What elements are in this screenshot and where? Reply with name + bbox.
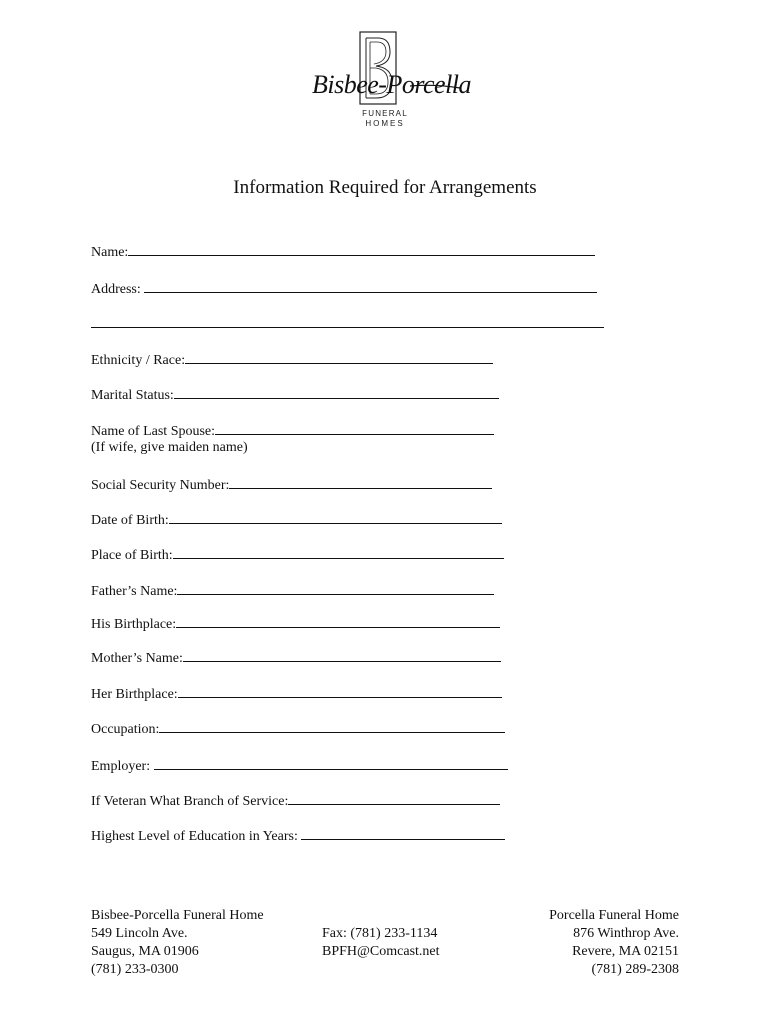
veteran-label: If Veteran What Branch of Service:	[91, 794, 289, 809]
logo-line-funeral: FUNERAL	[362, 109, 408, 118]
ethnicity-field[interactable]	[91, 350, 493, 369]
education-field[interactable]	[91, 826, 505, 845]
name-input-line[interactable]	[128, 242, 595, 256]
father-field[interactable]	[91, 581, 494, 600]
employer-input-line[interactable]	[154, 756, 508, 770]
name-label: Name:	[91, 245, 129, 260]
her-birthplace-field[interactable]	[91, 684, 502, 703]
address-second-line[interactable]	[91, 327, 604, 328]
footer-email: BPFH@Comcast.net	[322, 944, 440, 959]
her-birthplace-label: Her Birthplace:	[91, 687, 178, 702]
address-field[interactable]	[91, 279, 597, 298]
occupation-field[interactable]	[91, 719, 505, 738]
marital-status-field[interactable]	[91, 385, 499, 404]
his-birthplace-input-line[interactable]	[176, 614, 500, 628]
footer-right-phone: (781) 289-2308	[591, 962, 679, 977]
his-birthplace-label: His Birthplace:	[91, 617, 177, 632]
last-spouse-note: (If wife, give maiden name)	[91, 440, 248, 455]
address-label: Address:	[91, 282, 141, 297]
last-spouse-label: Name of Last Spouse:	[91, 424, 216, 439]
footer-porcella-address	[549, 907, 679, 979]
pob-input-line[interactable]	[173, 545, 504, 559]
ssn-label: Social Security Number:	[91, 478, 230, 493]
marital-status-label: Marital Status:	[91, 388, 174, 403]
footer-left-city: Saugus, MA 01906	[91, 944, 199, 959]
footer-right-city: Revere, MA 02151	[572, 944, 679, 959]
address-input-line[interactable]	[144, 279, 597, 293]
education-label: Highest Level of Education in Years:	[91, 829, 298, 844]
footer-right-street: 876 Winthrop Ave.	[573, 926, 679, 941]
mother-label: Mother’s Name:	[91, 651, 183, 666]
education-input-line[interactable]	[301, 826, 505, 840]
father-label: Father’s Name:	[91, 584, 178, 599]
footer-contact	[322, 925, 440, 961]
dob-field[interactable]	[91, 510, 502, 529]
company-logo	[310, 30, 472, 130]
veteran-input-line[interactable]	[288, 791, 500, 805]
dob-label: Date of Birth:	[91, 513, 169, 528]
her-birthplace-input-line[interactable]	[178, 684, 502, 698]
logo-script-name: Bisbee-Porcella	[312, 70, 472, 99]
logo-line-homes: HOMES	[365, 119, 405, 128]
footer-left-name: Bisbee-Porcella Funeral Home	[91, 908, 264, 923]
ssn-input-line[interactable]	[229, 475, 492, 489]
page-title: Information Required for Arrangements	[233, 177, 537, 198]
veteran-field[interactable]	[91, 791, 500, 810]
name-field[interactable]	[91, 242, 595, 261]
mother-field[interactable]	[91, 648, 501, 667]
ssn-field[interactable]	[91, 475, 492, 494]
pob-field[interactable]	[91, 545, 504, 564]
last-spouse-field[interactable]	[91, 421, 494, 456]
footer-fax: Fax: (781) 233-1134	[322, 926, 438, 941]
dob-input-line[interactable]	[169, 510, 502, 524]
occupation-input-line[interactable]	[159, 719, 505, 733]
footer-left-phone: (781) 233-0300	[91, 962, 179, 977]
footer-left-street: 549 Lincoln Ave.	[91, 926, 188, 941]
his-birthplace-field[interactable]	[91, 614, 500, 633]
footer-bisbee-address	[91, 907, 264, 979]
occupation-label: Occupation:	[91, 722, 160, 737]
employer-field[interactable]	[91, 756, 508, 775]
ethnicity-input-line[interactable]	[185, 350, 493, 364]
mother-input-line[interactable]	[183, 648, 501, 662]
pob-label: Place of Birth:	[91, 548, 173, 563]
father-input-line[interactable]	[177, 581, 494, 595]
marital-status-input-line[interactable]	[174, 385, 499, 399]
footer-right-name: Porcella Funeral Home	[549, 908, 679, 923]
employer-label: Employer:	[91, 759, 151, 774]
last-spouse-input-line[interactable]	[215, 421, 494, 435]
ethnicity-label: Ethnicity / Race:	[91, 353, 186, 368]
